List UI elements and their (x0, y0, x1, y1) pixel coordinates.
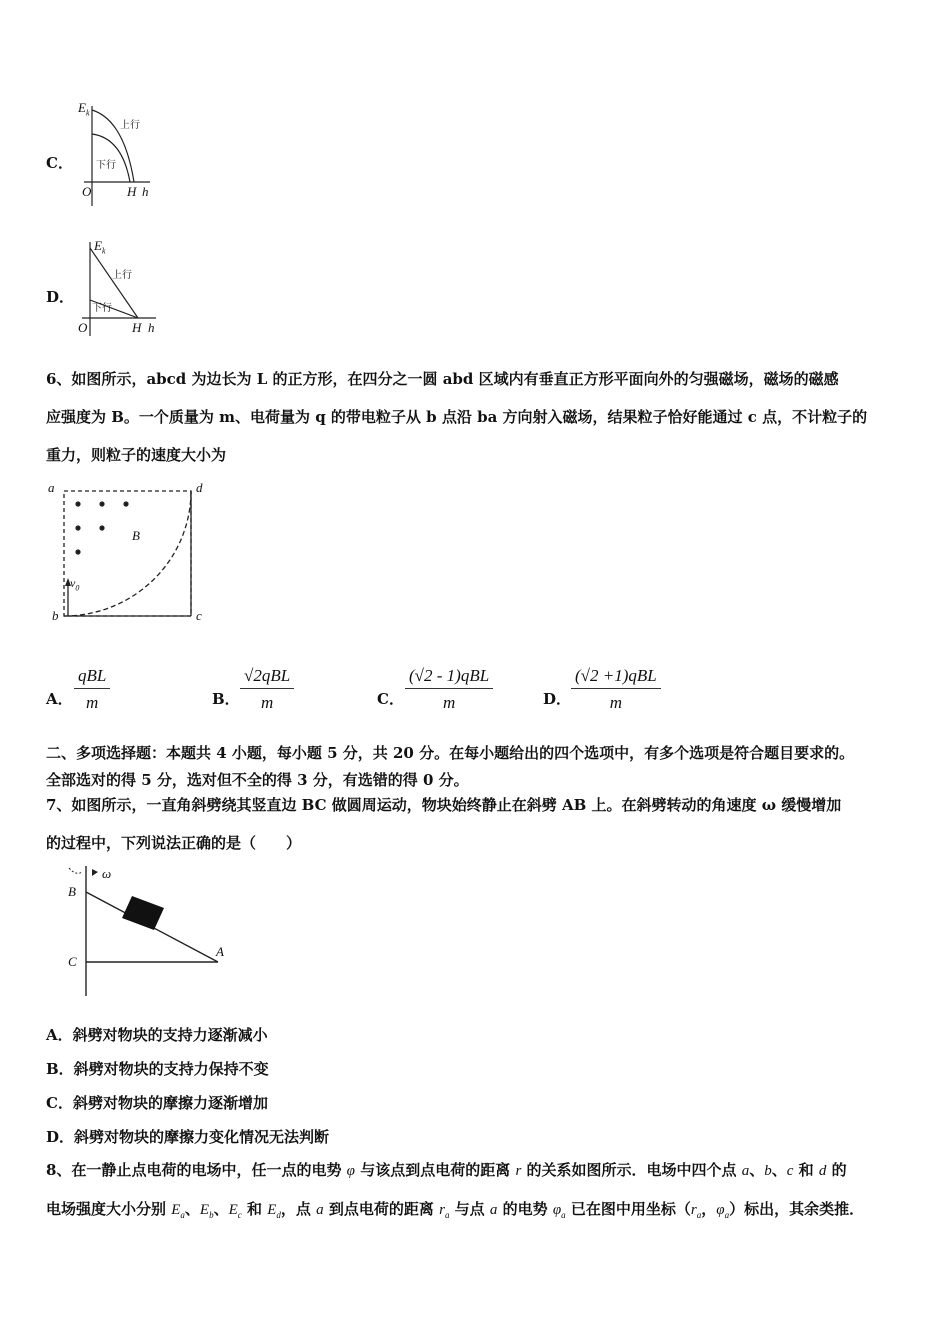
q6-option-d-denominator: m (609, 693, 622, 712)
q6-option-b-denominator: m (260, 693, 274, 712)
q6-option-b-letter: B． (212, 690, 240, 708)
point-A-label: A (216, 944, 224, 959)
axis-h-label: h (148, 320, 155, 335)
q6-option-a-fraction (74, 666, 110, 713)
q7-stem (46, 786, 916, 862)
q7-option-c: C．斜劈对物块的摩擦力逐渐增加 (46, 1094, 268, 1112)
q6-option-c-numerator: (√2 - 1)qBL (405, 666, 493, 689)
axis-H-label: H (127, 184, 137, 199)
q5-option-d-graph (72, 236, 164, 340)
omega-label: ω (102, 866, 112, 881)
field-dot (75, 525, 80, 530)
q7-figure-svg (64, 862, 234, 1000)
corner-d-label: d (196, 480, 203, 495)
point-C-label: C (68, 954, 77, 969)
q5-option-c-graph (72, 98, 162, 214)
q6-option-c-letter: C． (377, 690, 404, 708)
origin-label: O (78, 320, 88, 335)
corner-a-label: a (48, 480, 55, 495)
q6-option-a-denominator: m (86, 693, 99, 712)
field-dot (75, 501, 80, 506)
q7-option-a: A．斜劈对物块的支持力逐渐减小 (46, 1026, 268, 1044)
axis-ek-label: $E_k$ (78, 100, 90, 118)
axis-ek-label: $E_k$ (94, 238, 106, 256)
q6-line-3: 重力，则粒子的速度大小为 (46, 446, 227, 464)
q6-option-b-fraction (240, 666, 294, 713)
q6-option-d-letter: D． (543, 690, 572, 708)
axis-h-label: h (142, 184, 149, 199)
origin-label: O (82, 184, 92, 199)
q7-figure (64, 862, 234, 1000)
q8-line-1: 8、在一静止点电荷的电场中，任一点的电势 φ 与该点到点电荷的距离 r 的关系如图所示．电场中四个点 a、b、c 和 d 的 (46, 1161, 847, 1179)
q6-line-2: 应强度为 B。一个质量为 m、电荷量为 q 的带电粒子从 b 点沿 ba 方向射入磁场，结果粒子恰好能通过 c 点，不计粒子的 (46, 408, 868, 426)
point-B-label: B (68, 884, 76, 899)
section2-line-2: 全部选对的得 5 分，选对但不全的得 3 分，有选错的得 0 分。 (46, 771, 469, 789)
rotation-arrowhead (92, 869, 98, 876)
q7-line-2: 的过程中，下列说法正确的是（ ） (46, 834, 302, 852)
q6-option-c-fraction (405, 666, 493, 713)
q6-option-a-numerator: qBL (74, 666, 110, 689)
field-dots (75, 501, 128, 554)
block (122, 896, 164, 930)
q7-option-b: B．斜劈对物块的支持力保持不变 (46, 1060, 269, 1078)
curve-up-label: 上行 (120, 120, 140, 131)
q6-figure-svg (46, 476, 216, 626)
line-up-label: 上行 (112, 270, 132, 281)
q7-line-1: 7、如图所示，一直角斜劈绕其竖直边 BC 做圆周运动，物块始终静止在斜劈 AB 上。在斜劈转动的角速度 ω 缓慢增加 (46, 796, 842, 814)
curve-down-label: 下行 (96, 160, 116, 171)
corner-b-label: b (52, 608, 59, 623)
field-dot (75, 549, 80, 554)
q6-option-d-numerator: (√2 +1)qBL (571, 666, 661, 689)
q6-option-a-letter: A． (46, 690, 73, 708)
field-dot (123, 501, 128, 506)
q6-option-d-fraction (571, 666, 661, 713)
q6-option-c-denominator: m (442, 693, 456, 712)
section2-line-1: 二、多项选择题：本题共 4 小题，每小题 5 分，共 20 分。在每小题给出的四个选项中，有多个选项是符合题目要求的。 (46, 744, 855, 762)
corner-c-label: c (196, 608, 202, 623)
field-dot (99, 501, 104, 506)
field-B-label: B (132, 528, 140, 543)
velocity-label: $v_0$ (70, 576, 80, 593)
line-down-label: 下行 (92, 303, 112, 314)
q6-line-1: 6、如图所示，abcd 为边长为 L 的正方形，在四分之一圆 abd 区域内有垂直正方形平面向外的匀强磁场，磁场的磁感 (46, 370, 839, 388)
q6-stem (46, 360, 916, 474)
q6-option-b-numerator: √2qBL (240, 666, 294, 689)
axis-H-label: H (132, 320, 142, 335)
square-dashed (64, 491, 191, 616)
q5-option-c-letter: C． (46, 154, 73, 172)
q8-line-2: 电场强度大小分别 $E_a$、$E_b$、$E_c$ 和 $E_d$，点 a 到点电荷的距离 $r_a$ 与点 a 的电势 $\varphi_a$ 已在图中用坐标（$r_a$，$\varphi_a$）标出，其余类推． (46, 1200, 865, 1220)
quarter-arc (64, 491, 191, 616)
field-dot (99, 525, 104, 530)
q5-option-d-letter: D． (46, 288, 75, 306)
q6-figure (46, 476, 216, 626)
rotation-arc (69, 868, 82, 873)
q7-option-d: D．斜劈对物块的摩擦力变化情况无法判断 (46, 1128, 330, 1146)
q8-stem (46, 1151, 916, 1235)
